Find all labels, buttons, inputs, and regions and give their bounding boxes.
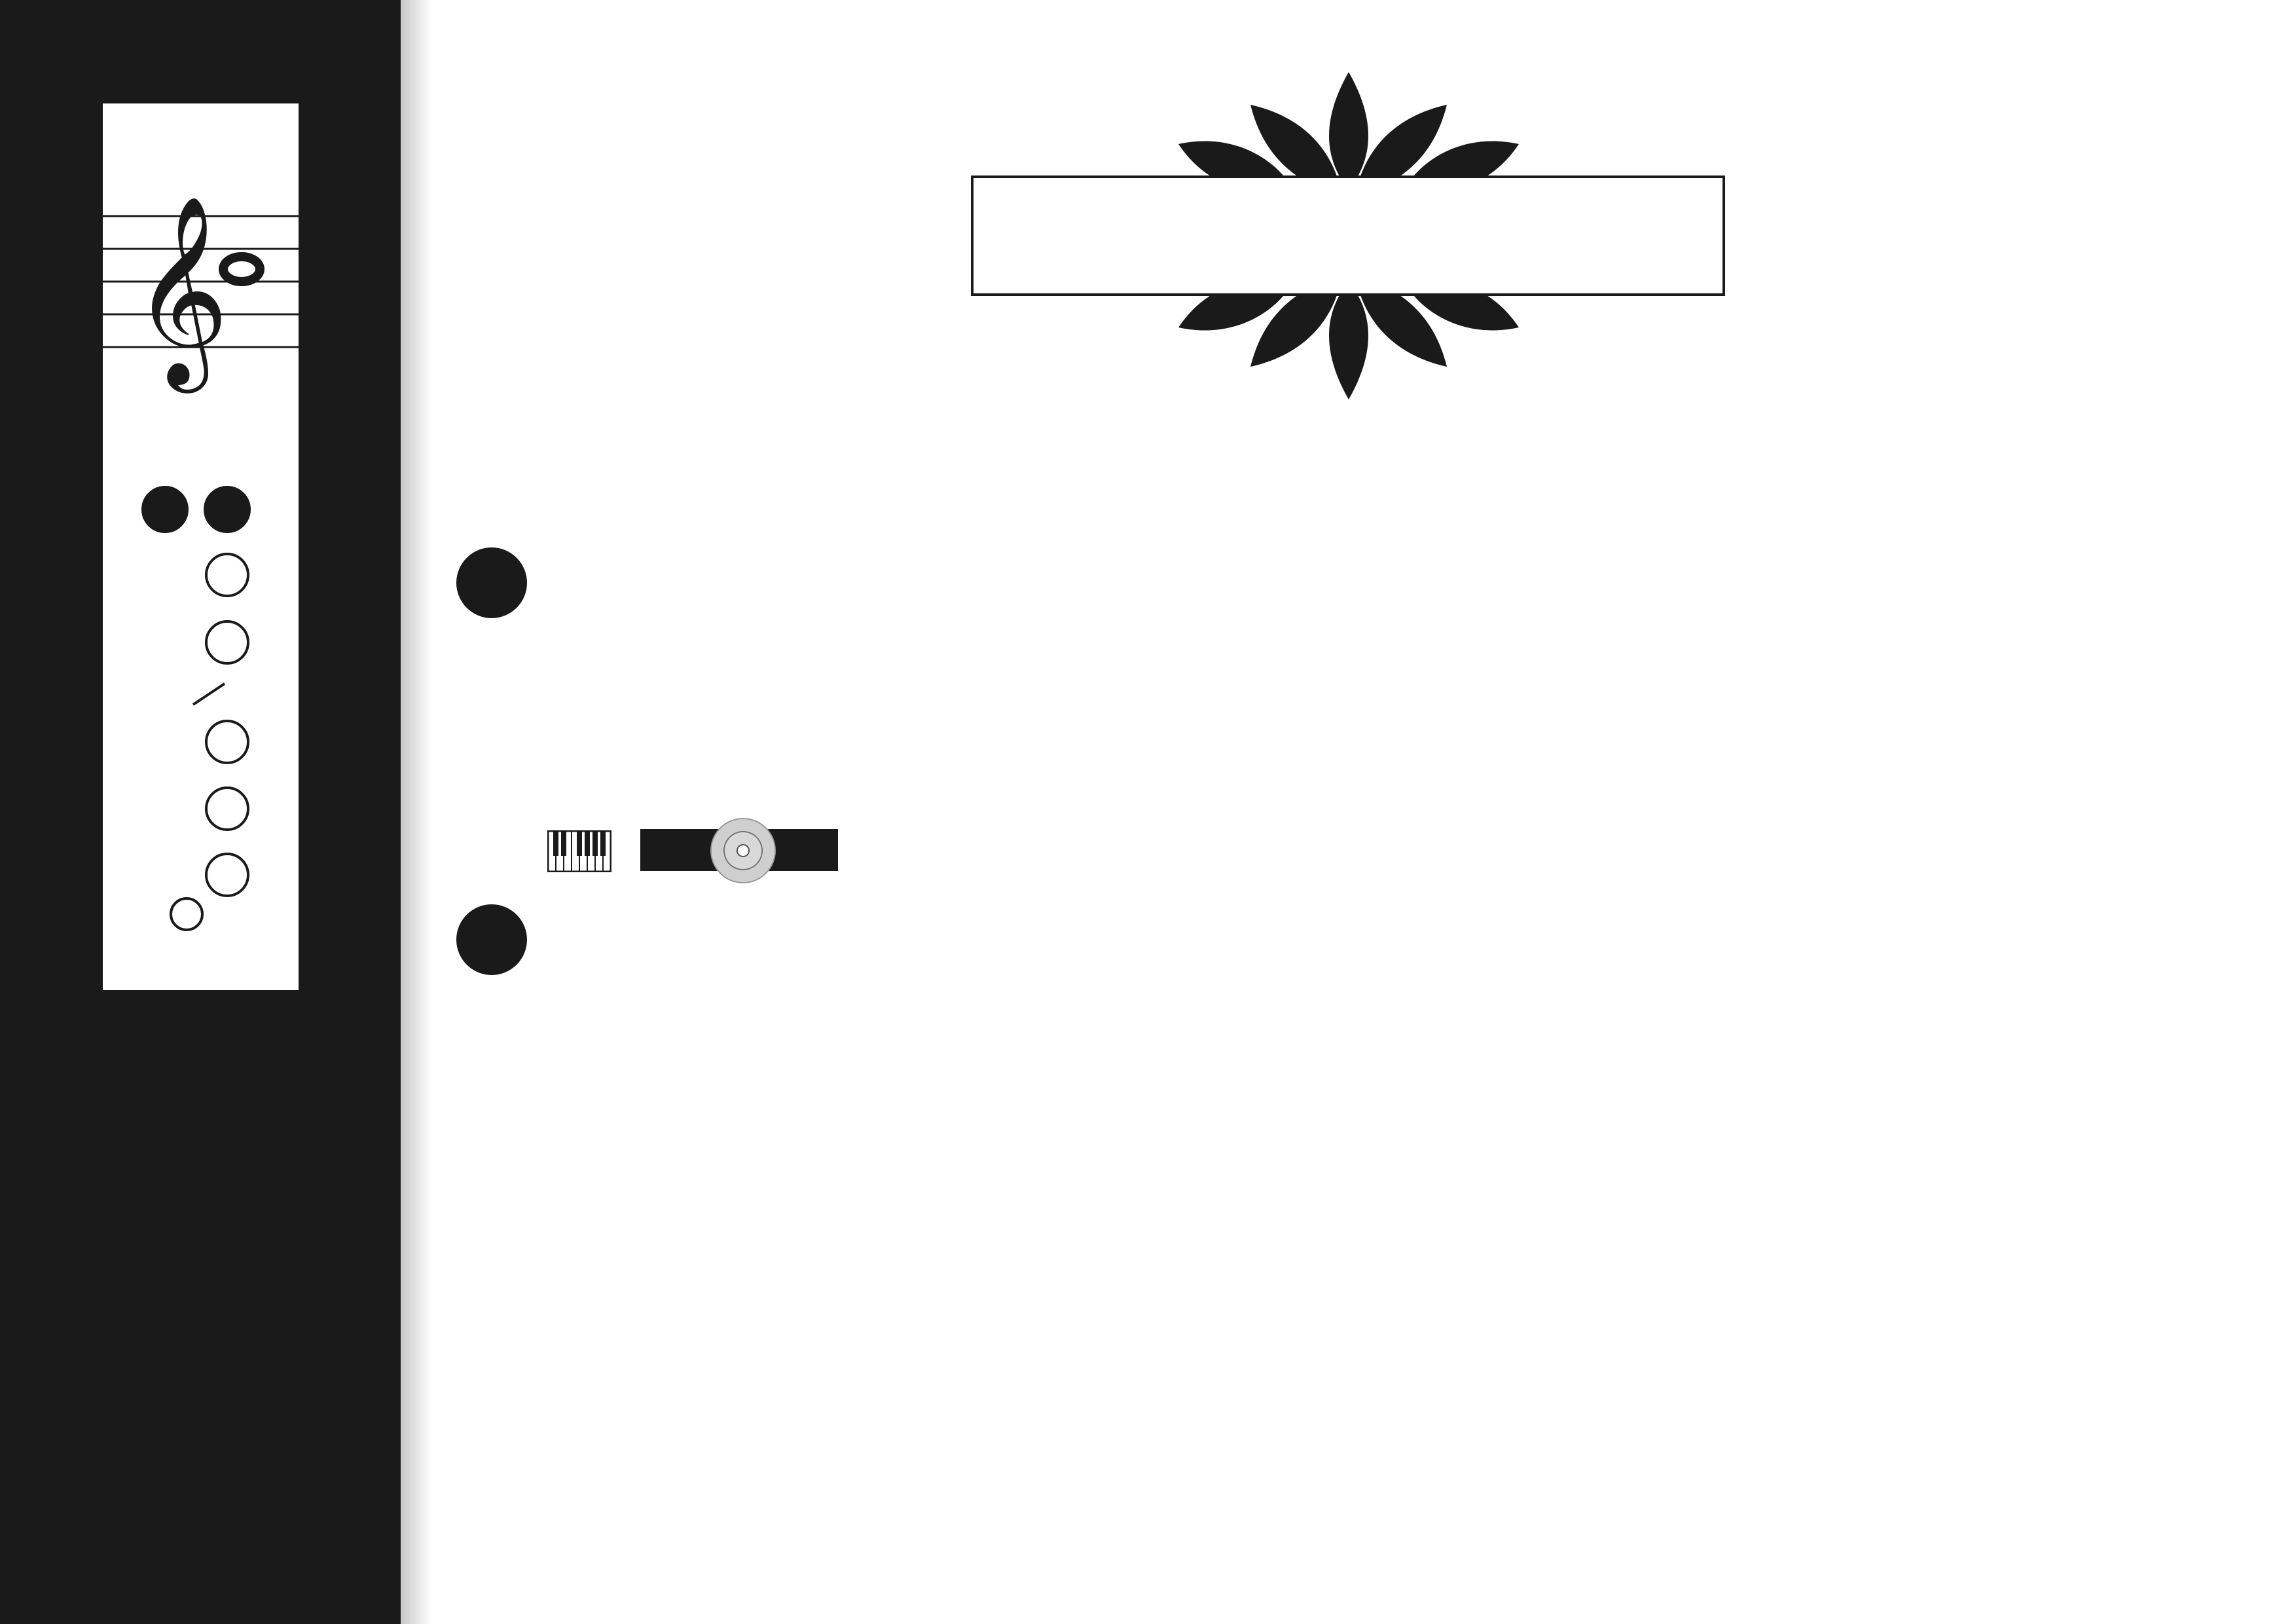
exercise-2-staff-line-2 bbox=[543, 1120, 2141, 1316]
hole-5-open bbox=[206, 788, 248, 830]
exercise-2-number bbox=[456, 904, 527, 975]
hole-6-open bbox=[206, 854, 248, 896]
hole-7a-open bbox=[171, 898, 202, 930]
page-gutter-shadow bbox=[401, 0, 432, 1624]
cd-icon bbox=[710, 818, 776, 883]
exercise-1-number bbox=[456, 547, 527, 618]
treble-clef-icon: 𝄞 bbox=[132, 194, 229, 384]
thumb-hole-closed bbox=[143, 487, 187, 532]
fingering-holes bbox=[143, 487, 249, 930]
hole-3-open bbox=[206, 621, 248, 663]
piano-keys-icon bbox=[547, 830, 611, 872]
hand-divider bbox=[193, 684, 225, 705]
hole-1-closed bbox=[205, 487, 249, 532]
title-box bbox=[971, 175, 1725, 296]
hole-2-open bbox=[206, 554, 248, 596]
exercise-2-staff-line-1 bbox=[543, 894, 2141, 1090]
exercise-1-staff bbox=[543, 537, 2141, 733]
fingering-chart bbox=[103, 103, 299, 990]
hole-4-open bbox=[206, 721, 248, 763]
